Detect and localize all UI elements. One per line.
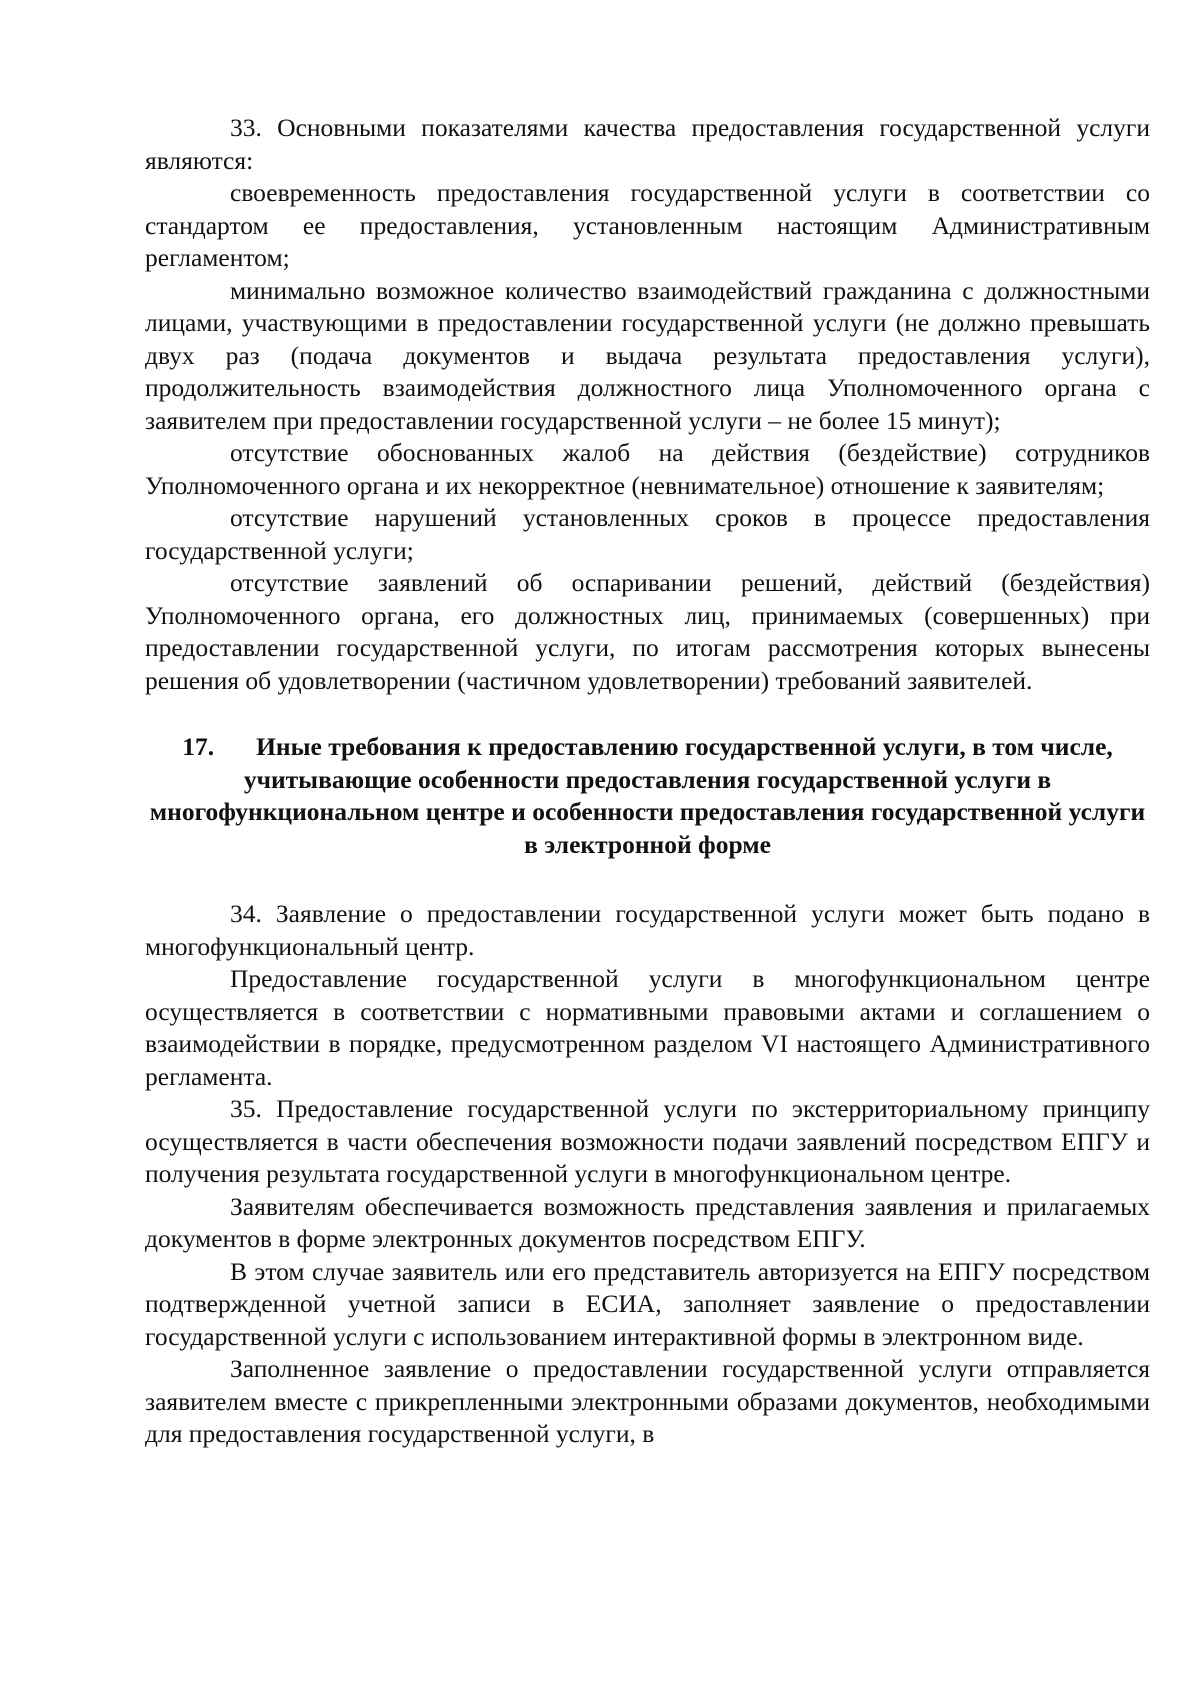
paragraph-33: 33. Основными показателями качества предоставления государственной услуги являются: — [145, 113, 1150, 175]
paragraph-timeliness: своевременность предоставления государственной услуги в соответствии со стандартом ее предоставления, установленным настоящим Административным регламентом; — [145, 178, 1150, 272]
paragraph-34: 34. Заявление о предоставлении государственной услуги может быть подано в многофункциональный центр. — [145, 899, 1150, 961]
paragraph-deadlines: отсутствие нарушений установленных сроков в процессе предоставления государственной услуги; — [145, 503, 1150, 565]
paragraph-complaints: отсутствие обоснованных жалоб на действия (бездействие) сотрудников Уполномоченного органа и их некорректное (невнимательное) отношение к заявителям; — [145, 438, 1150, 500]
section-heading-17 — [145, 731, 1150, 861]
paragraph-authorization: В этом случае заявитель или его представитель авторизуется на ЕПГУ посредством подтвержденной учетной записи в ЕСИА, заполняет заявление о предоставлении государственной услуги с использованием интерактивной формы в электронном виде. — [145, 1256, 1150, 1351]
paragraph-35: 35. Предоставление государственной услуги по экстерриториальному принципу осуществляется в части обеспечения возможности подачи заявлений посредством ЕПГУ и получения результата государственной услуги в многофункциональном центре. — [145, 1094, 1150, 1188]
quality-indicators-section — [145, 112, 1150, 697]
other-requirements-section — [145, 898, 1150, 1451]
paragraph-electronic-docs: Заявителям обеспечивается возможность представления заявления и прилагаемых документов в форме электронных документов посредством ЕПГУ. — [145, 1191, 1150, 1253]
paragraph-interactions: минимально возможное количество взаимодействий гражданина с должностными лицами, участвующими в предоставлении государственной услуги (не должно превышать двух раз (подача документов и выдача результата предоставления услуги), продолжительность взаимодействия должностного лица Уполномоченного органа с заявителем при предоставлении государственной услуги – не более 15 минут); — [145, 275, 1150, 435]
paragraph-disputes: отсутствие заявлений об оспаривании решений, действий (бездействия) Уполномоченного органа, его должностных лиц, принимаемых (совершенных) при предоставлении государственной услуги, по итогам рассмотрения которых вынесены решения об удовлетворении (частичном удовлетворении) требований заявителей. — [145, 568, 1150, 695]
document-page — [145, 112, 1150, 1451]
paragraph-mfc-provision: Предоставление государственной услуги в многофункциональном центре осуществляется в соответствии с нормативными правовыми актами и соглашением о взаимодействии в порядке, предусмотренном разделом VI настоящего Административного регламента. — [145, 964, 1150, 1091]
paragraph-submission: Заполненное заявление о предоставлении государственной услуги отправляется заявителем вместе с прикрепленными электронными образами документов, необходимыми для предоставления государственной услуги, в — [145, 1354, 1150, 1448]
section-number: 17. — [182, 732, 215, 761]
section-title: Иные требования к предоставлению государственной услуги, в том числе, учитывающие особенности предоставления государственной услуги в многофункциональном центре и особенности предоставления государственной услуги в электронной форме — [149, 732, 1146, 859]
